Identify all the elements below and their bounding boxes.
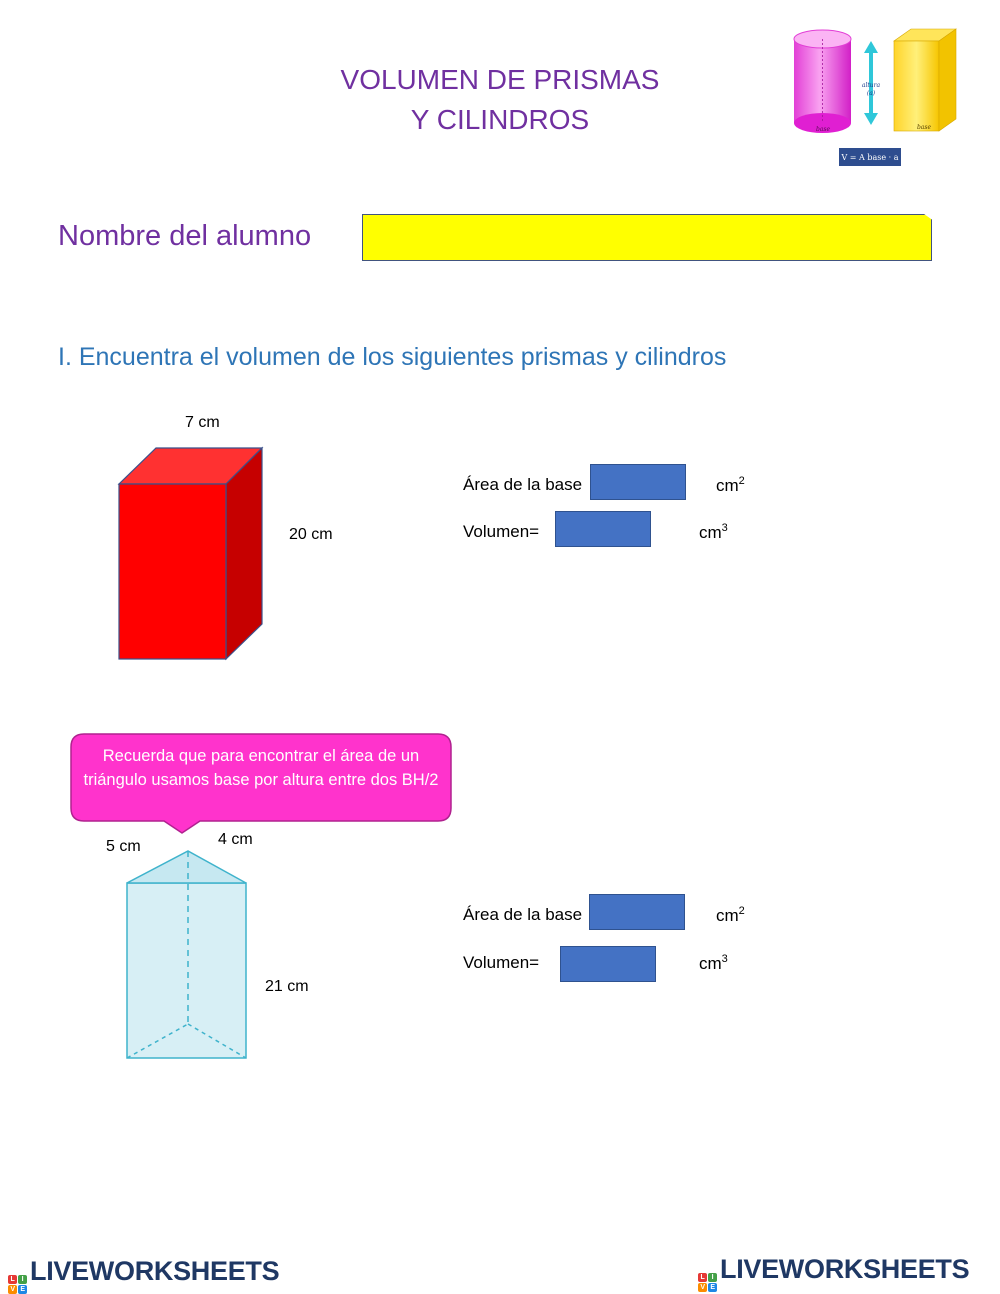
prism2-right-dimension: 4 cm	[218, 831, 253, 848]
title-line-2: Y CILINDROS	[410, 104, 590, 135]
triangular-prism-figure	[122, 846, 252, 1064]
ex2-volume-input[interactable]	[560, 946, 656, 982]
instruction-heading: I. Encuentra el volumen de los siguientes prismas y cilindros	[58, 343, 727, 371]
svg-text:base: base	[916, 124, 932, 131]
liveworksheets-logo-left: L I V E LIVEWORKSHEETS	[8, 1256, 279, 1294]
ex1-area-unit: $cm^2$	[716, 475, 745, 495]
prism1-top-dimension: 7 cm	[185, 414, 220, 431]
volume-formula-illustration	[785, 25, 965, 170]
title-line-1: VOLUMEN DE PRISMAS	[340, 64, 660, 95]
ex2-area-unit: $cm^2$	[716, 905, 745, 925]
ex1-area-label: Área de la base	[463, 475, 583, 494]
ex2-volume-unit: $cm^3$	[699, 953, 728, 973]
hint-text: Recuerda que para encontrar el área de un triángulo usamos base por altura entre dos BH/2	[83, 747, 439, 789]
ex2-area-label: Área de la base	[463, 905, 583, 924]
formula-badge	[839, 148, 901, 166]
liveworksheets-logo-right: L I V E LIVEWORKSHEETS	[698, 1254, 969, 1292]
student-name-label: Nombre del alumno	[58, 220, 312, 252]
svg-text:base: base	[815, 126, 831, 133]
ex2-volume-label: Volumen=	[463, 953, 540, 972]
ex1-volume-label: Volumen=	[463, 522, 540, 541]
cylinder-icon	[794, 30, 851, 133]
rectangular-prism-figure	[115, 444, 267, 664]
student-name-field[interactable]	[362, 214, 932, 261]
liveworksheets-mark-icon: L I V E	[698, 1273, 717, 1292]
svg-text:(a): (a)	[866, 90, 876, 97]
ex1-volume-input[interactable]	[555, 511, 651, 547]
prism-icon	[894, 29, 956, 131]
ex1-area-input[interactable]	[590, 464, 686, 500]
ex2-area-input[interactable]	[589, 894, 685, 930]
prism2-height-dimension: 21 cm	[265, 978, 309, 995]
prism2-left-dimension: 5 cm	[106, 838, 141, 855]
ex1-volume-unit: $cm^3$	[699, 522, 728, 542]
svg-text:altura: altura	[861, 82, 881, 89]
svg-text:V = A base · a: V = A base · a	[841, 153, 899, 162]
height-arrow-icon	[862, 41, 881, 125]
page-title	[250, 60, 750, 140]
liveworksheets-mark-icon: L I V E	[8, 1275, 27, 1294]
prism1-height-dimension: 20 cm	[289, 526, 333, 543]
